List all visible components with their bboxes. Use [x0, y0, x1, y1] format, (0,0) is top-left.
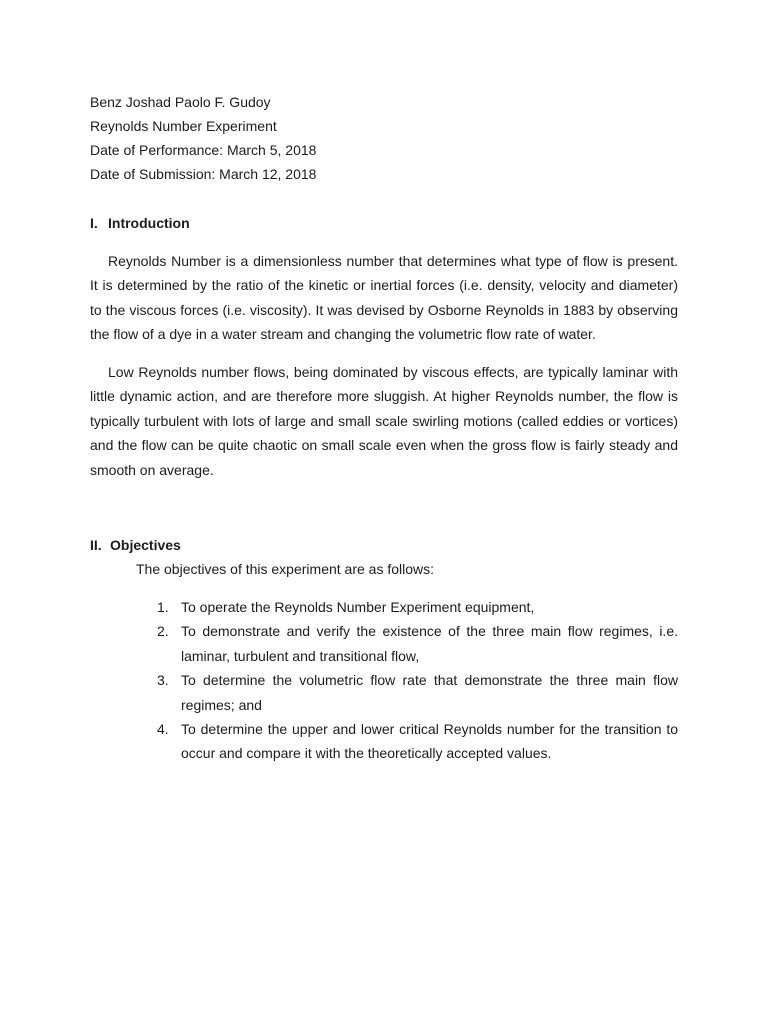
- list-item-text: To determine the volumetric flow rate that demonstrate the three main flow regimes; and: [181, 672, 678, 713]
- introduction-paragraph-2: Low Reynolds number flows, being dominated by viscous effects, are typically laminar with little dynamic action, and are therefore more sluggish. At higher Reynolds number, the flow is typically turbulent with lots of large and small scale swirling motions (called eddies or vortices) and the flow can be quite chaotic on small scale even when the gross flow is fairly steady and smooth on average.: [90, 364, 678, 478]
- introduction-number: I.: [90, 215, 98, 231]
- list-item-marker: 2.: [157, 623, 169, 640]
- performance-date: Date of Performance: March 5, 2018: [90, 142, 317, 158]
- list-item-text: To demonstrate and verify the existence of the three main flow regimes, i.e. laminar, turbulent and transitional flow,: [181, 623, 678, 664]
- list-item-text: To determine the upper and lower critical Reynolds number for the transition to occur and compare it with the theoretically accepted values.: [181, 721, 678, 762]
- document-title: Reynolds Number Experiment: [90, 118, 277, 134]
- objectives-list: [90, 595, 678, 766]
- objectives-title: Objectives: [110, 537, 181, 553]
- introduction-title: Introduction: [108, 215, 190, 231]
- list-item-text: To operate the Reynolds Number Experiment equipment,: [181, 599, 535, 615]
- objectives-heading: [90, 533, 181, 557]
- list-item-marker: 4.: [157, 721, 169, 738]
- list-item: [90, 668, 678, 717]
- introduction-heading: [90, 211, 190, 235]
- list-item: [90, 717, 678, 766]
- objectives-lead: The objectives of this experiment are as follows:: [136, 561, 435, 577]
- document-header: [90, 90, 690, 186]
- objectives-number: II.: [90, 537, 102, 553]
- introduction-paragraph-1: Reynolds Number is a dimensionless number that determines what type of flow is present. It is determined by the ratio of the kinetic or inertial forces (i.e. density, velocity and diameter) to the viscous forces (i.e. viscosity). It was devised by Osborne Reynolds in 1883 by observing the flow of a dye in a water stream and changing the volumetric flow rate of water.: [90, 253, 678, 343]
- list-item: [90, 619, 678, 668]
- list-item: [90, 595, 678, 619]
- list-item-marker: 1.: [157, 599, 169, 615]
- author-name: Benz Joshad Paolo F. Gudoy: [90, 94, 271, 110]
- list-item-marker: 3.: [157, 672, 169, 689]
- submission-date: Date of Submission: March 12, 2018: [90, 166, 317, 182]
